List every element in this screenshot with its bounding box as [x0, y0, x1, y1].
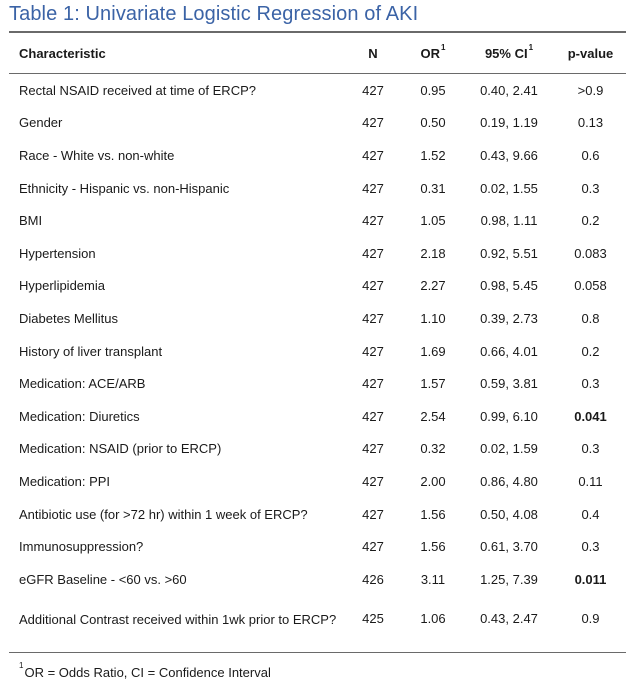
- cell-ci: 0.99, 6.10: [480, 408, 538, 424]
- table-row: [9, 139, 626, 172]
- table-title: Table 1: Univariate Logistic Regression of AKI: [9, 3, 419, 25]
- cell-n: 427: [362, 245, 384, 261]
- cell-p: 0.083: [574, 245, 607, 261]
- header-or-label: OR: [420, 45, 441, 61]
- table-footnote: [19, 661, 271, 680]
- cell-characteristic: Rectal NSAID received at time of ERCP?: [19, 82, 256, 98]
- cell-characteristic: BMI: [19, 213, 43, 229]
- header-or: [403, 33, 463, 74]
- cell-ci: 0.02, 1.55: [480, 180, 538, 196]
- table-header: [9, 33, 626, 74]
- cell-p: 0.3: [581, 441, 600, 457]
- header-ci-sup: 1: [528, 42, 534, 52]
- table-row: [9, 596, 626, 642]
- table-row: [9, 237, 626, 270]
- cell-p: 0.4: [581, 506, 600, 522]
- cell-n: 427: [362, 441, 384, 457]
- cell-ci: 0.43, 2.47: [480, 611, 538, 626]
- table-row: [9, 498, 626, 531]
- cell-characteristic: Ethnicity - Hispanic vs. non-Hispanic: [19, 180, 230, 196]
- cell-n: 425: [362, 611, 384, 626]
- cell-characteristic: Race - White vs. non-white: [19, 147, 175, 163]
- cell-p: >0.9: [577, 82, 604, 98]
- table-row: [9, 367, 626, 400]
- cell-ci: 0.39, 2.73: [480, 310, 538, 326]
- cell-or: 3.11: [420, 571, 446, 587]
- cell-or: 1.69: [420, 343, 446, 359]
- cell-characteristic: Diabetes Mellitus: [19, 310, 118, 326]
- cell-n: 427: [362, 278, 384, 294]
- cell-characteristic: Hypertension: [19, 245, 96, 261]
- header-p: [555, 33, 626, 74]
- cell-p: 0.2: [581, 213, 600, 229]
- cell-p: 0.058: [574, 278, 607, 294]
- cell-n: 427: [362, 506, 384, 522]
- header-ci: [463, 33, 555, 74]
- cell-p: 0.6: [581, 147, 600, 163]
- cell-n: 427: [362, 180, 384, 196]
- cell-n: 427: [362, 539, 384, 555]
- cell-or: 1.10: [420, 310, 446, 326]
- cell-p: 0.9: [581, 611, 600, 626]
- table-row: [9, 74, 626, 107]
- footnote-text: OR = Odds Ratio, CI = Confidence Interval: [24, 665, 271, 680]
- cell-ci: 0.66, 4.01: [480, 343, 538, 359]
- table-row: [9, 107, 626, 140]
- table-body: [9, 74, 626, 642]
- cell-or: 2.00: [420, 473, 446, 489]
- cell-ci: 0.50, 4.08: [480, 506, 538, 522]
- cell-or: 1.52: [420, 147, 446, 163]
- cell-n: 427: [362, 343, 384, 359]
- cell-p: 0.11: [578, 473, 603, 489]
- header-n: N: [343, 33, 403, 74]
- cell-p: 0.13: [577, 115, 604, 131]
- table-row: [9, 465, 626, 498]
- cell-n: 427: [362, 310, 384, 326]
- cell-n: 427: [362, 115, 384, 131]
- cell-or: 1.06: [420, 611, 446, 626]
- cell-ci: 0.59, 3.81: [480, 376, 538, 392]
- cell-n: 427: [362, 213, 384, 229]
- cell-or: 2.54: [420, 408, 446, 424]
- cell-characteristic: Immunosuppression?: [19, 539, 144, 555]
- cell-ci: 0.98, 1.11: [480, 213, 538, 229]
- cell-ci: 0.92, 5.51: [480, 245, 538, 261]
- regression-table: [9, 33, 626, 642]
- cell-characteristic: Additional Contrast received within 1wk prior to ERCP?: [19, 611, 337, 627]
- cell-characteristic: Medication: Diuretics: [19, 408, 140, 424]
- cell-p: 0.8: [581, 310, 600, 326]
- cell-ci: 0.40, 2.41: [480, 82, 538, 98]
- cell-characteristic: Medication: ACE/ARB: [19, 376, 146, 392]
- table-row: [9, 302, 626, 335]
- header-p-label: p-value: [567, 45, 614, 61]
- table-row: [9, 530, 626, 563]
- cell-characteristic: Medication: NSAID (prior to ERCP): [19, 441, 222, 457]
- cell-characteristic: Hyperlipidemia: [19, 278, 105, 294]
- table-row: [9, 400, 626, 433]
- cell-p: 0.3: [581, 180, 600, 196]
- cell-p: 0.3: [581, 376, 600, 392]
- regression-table-container: [9, 33, 626, 642]
- cell-or: 0.31: [420, 180, 446, 196]
- table-row: [9, 335, 626, 368]
- cell-p: 0.041: [574, 408, 607, 424]
- cell-n: 427: [362, 147, 384, 163]
- header-or-sup: 1: [441, 42, 446, 52]
- cell-characteristic: Antibiotic use (for >72 hr) within 1 week of ERCP?: [19, 506, 308, 522]
- cell-or: 0.50: [420, 115, 446, 131]
- cell-or: 0.32: [420, 441, 446, 457]
- table-row: [9, 270, 626, 303]
- cell-n: 427: [362, 376, 384, 392]
- cell-p: 0.2: [581, 343, 600, 359]
- cell-ci: 1.25, 7.39: [480, 571, 538, 587]
- cell-n: 427: [362, 82, 384, 98]
- cell-n: 426: [362, 571, 384, 587]
- header-characteristic: Characteristic: [9, 33, 343, 74]
- cell-characteristic: Medication: PPI: [19, 473, 111, 489]
- cell-characteristic: eGFR Baseline - <60 vs. >60: [19, 571, 187, 587]
- table-bottom-rule: [9, 652, 626, 653]
- table-row: [9, 563, 626, 596]
- cell-characteristic: Gender: [19, 115, 63, 131]
- cell-or: 1.05: [420, 213, 446, 229]
- table-row: [9, 172, 626, 205]
- cell-ci: 0.43, 9.66: [480, 147, 538, 163]
- cell-ci: 0.19, 1.19: [480, 115, 538, 131]
- footnote-sup: 1: [19, 661, 24, 670]
- cell-ci: 0.98, 5.45: [480, 278, 538, 294]
- cell-or: 1.56: [420, 539, 446, 555]
- header-row: [9, 33, 626, 74]
- table-row: [9, 204, 626, 237]
- cell-p: 0.011: [574, 571, 607, 587]
- cell-n: 427: [362, 408, 384, 424]
- cell-or: 2.18: [420, 245, 446, 261]
- cell-ci: 0.61, 3.70: [480, 539, 538, 555]
- cell-p: 0.3: [581, 539, 600, 555]
- cell-characteristic: History of liver transplant: [19, 343, 163, 359]
- cell-or: 1.56: [420, 506, 446, 522]
- cell-n: 427: [362, 473, 384, 489]
- table-row: [9, 433, 626, 466]
- cell-ci: 0.02, 1.59: [480, 441, 538, 457]
- header-ci-label: 95% CI: [484, 45, 528, 61]
- cell-ci: 0.86, 4.80: [480, 473, 538, 489]
- cell-or: 0.95: [420, 82, 446, 98]
- cell-or: 1.57: [420, 376, 446, 392]
- cell-or: 2.27: [420, 278, 446, 294]
